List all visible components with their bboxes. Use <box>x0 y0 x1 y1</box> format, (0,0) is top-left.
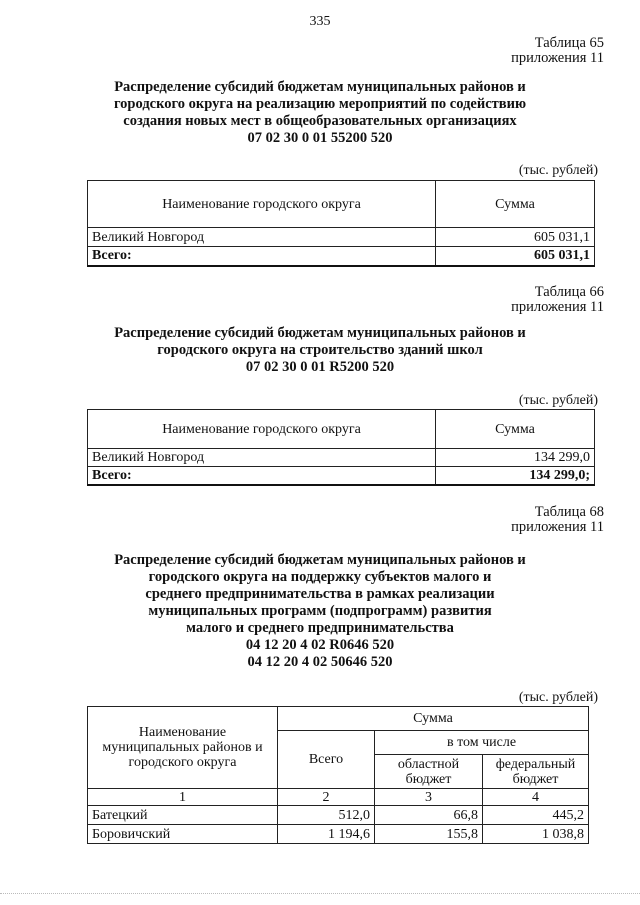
scan-edge-line <box>0 893 640 894</box>
table68-ref-line1: Таблица 68 <box>534 504 604 520</box>
table68-unit: (тыс. рублей) <box>518 690 598 705</box>
row-regional: 155,8 <box>375 825 483 844</box>
table66-unit: (тыс. рублей) <box>518 393 598 408</box>
total-sum: 134 299,0; <box>436 467 595 485</box>
row-name: Боровичский <box>88 825 278 844</box>
title-line: 04 12 20 4 02 R0646 520 <box>245 637 395 653</box>
table68 <box>87 706 589 844</box>
total-label: Всего: <box>88 467 436 485</box>
header-regional: областной бюджет <box>375 755 483 789</box>
header-federal: федеральный бюджет <box>483 755 589 789</box>
total-label: Всего: <box>88 247 436 266</box>
table66 <box>87 409 595 486</box>
row-name: Батецкий <box>88 806 278 825</box>
row-sum: 134 299,0 <box>436 449 595 467</box>
col-num: 3 <box>375 789 483 806</box>
title-line: 07 02 30 0 01 R5200 520 <box>245 359 395 375</box>
col-num: 4 <box>483 789 589 806</box>
title-line: городского округа на реализацию мероприятий по содействию <box>113 96 527 112</box>
table68-ref-line2: приложения 11 <box>511 519 604 535</box>
table65 <box>87 180 595 267</box>
title-line: городского округа на поддержку субъектов малого и <box>148 569 492 585</box>
title-line: Распределение субсидий бюджетам муниципальных районов и <box>114 325 526 341</box>
title-line: городского округа на строительство зданий школ <box>157 342 483 358</box>
title-line: 07 02 30 0 01 55200 520 <box>247 130 393 146</box>
header-incl: в том числе <box>375 731 589 755</box>
title-line: среднего предпринимательства в рамках реализации <box>145 586 495 602</box>
title-line: Распределение субсидий бюджетам муниципальных районов и <box>114 79 526 95</box>
table-row <box>88 806 589 825</box>
table-row <box>88 449 595 467</box>
row-total: 1 194,6 <box>278 825 375 844</box>
title-line: малого и среднего предпринимательства <box>186 620 454 636</box>
row-federal: 1 038,8 <box>483 825 589 844</box>
header-total: Всего <box>278 731 375 789</box>
row-name: Великий Новгород <box>88 228 436 247</box>
table66-title <box>60 325 580 376</box>
table66-ref-line1: Таблица 66 <box>534 284 604 300</box>
title-line: муниципальных программ (подпрограмм) развития <box>148 603 492 619</box>
row-name: Великий Новгород <box>88 449 436 467</box>
header-name: Наименование муниципальных районов и городского округа <box>88 707 278 789</box>
header-sum: Сумма <box>278 707 589 731</box>
table68-title <box>60 552 580 671</box>
table65-reference <box>511 36 604 66</box>
table65-title <box>60 79 580 147</box>
table66-reference <box>511 285 604 315</box>
total-row <box>88 247 595 266</box>
title-line: 04 12 20 4 02 50646 520 <box>247 654 393 670</box>
col-num: 1 <box>88 789 278 806</box>
row-federal: 445,2 <box>483 806 589 825</box>
header-sum: Сумма <box>436 410 595 449</box>
table65-unit: (тыс. рублей) <box>518 163 598 178</box>
header-name: Наименование городского округа <box>88 410 436 449</box>
table65-ref-line2: приложения 11 <box>511 50 604 66</box>
col-num: 2 <box>278 789 375 806</box>
table68-reference <box>511 505 604 535</box>
total-row <box>88 467 595 485</box>
header-sum: Сумма <box>436 181 595 228</box>
total-sum: 605 031,1 <box>436 247 595 266</box>
page-number: 335 <box>309 14 331 29</box>
table-row <box>88 228 595 247</box>
row-regional: 66,8 <box>375 806 483 825</box>
title-line: создания новых мест в общеобразовательных организациях <box>123 113 517 129</box>
row-sum: 605 031,1 <box>436 228 595 247</box>
table65-ref-line1: Таблица 65 <box>534 35 604 51</box>
header-name: Наименование городского округа <box>88 181 436 228</box>
column-numbers-row <box>88 789 589 806</box>
table66-ref-line2: приложения 11 <box>511 299 604 315</box>
title-line: Распределение субсидий бюджетам муниципальных районов и <box>114 552 526 568</box>
row-total: 512,0 <box>278 806 375 825</box>
table-row <box>88 825 589 844</box>
